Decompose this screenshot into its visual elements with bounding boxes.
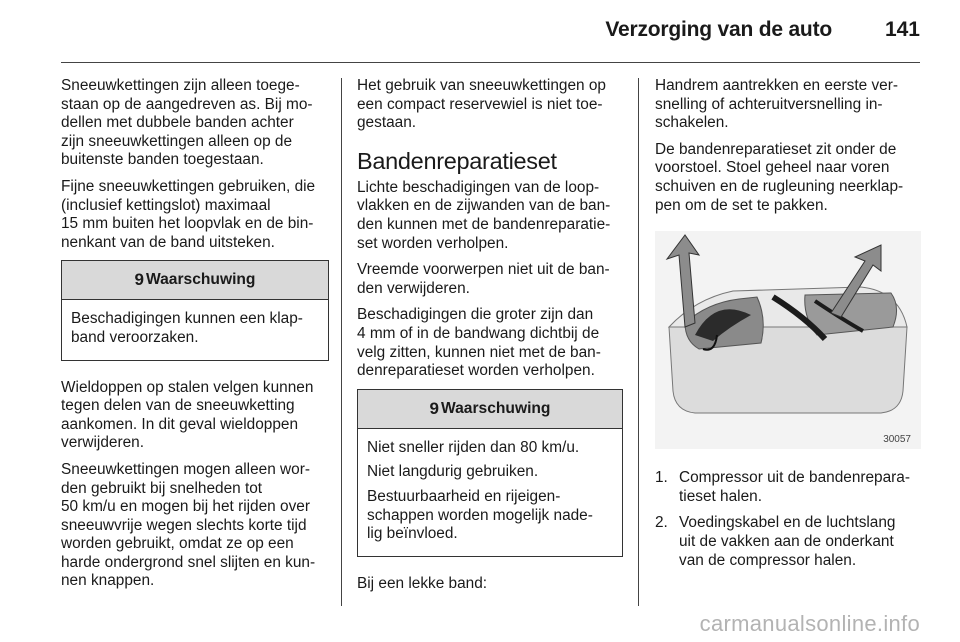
warning-header [62,261,328,300]
paragraph-light-damage: Lichte beschadigingen van de loop- vlakken en de zijwanden van de ban- den kunnen met de bandenreparatie- set worden verholpen. [357,178,611,252]
paragraph-snow-chains-axle: Sneeuwkettingen zijn alleen toege- staan op de aangedreven as. Bij mo- dellen met dubbele banden achter zijn sneeuwkettingen alleen op de buitenste banden toegestaan. [61,77,313,169]
warning-text: Beschadigingen kunnen een klap- band veroorzaken. [71,310,303,346]
column-3 [655,77,921,578]
warning-body [62,300,328,359]
repair-kit-illustration [655,231,921,449]
paragraph-wheel-caps: Wieldoppen op stalen velgen kunnen tegen delen van de sneeuwketting aankomen. In dit geval wieldoppen verwijderen. [61,378,314,452]
header-rule [61,62,920,63]
list-item: 2. Voedingskabel en de luchtslang uit de vakken aan de onderkant van de compressor halen. [655,514,896,569]
warning-text: Bestuurbaarheid en rijeigen- schappen worden mogelijk nade- lig beïnvloed. [367,487,593,543]
column-divider-1 [341,78,342,606]
paragraph-flat-tire: Bij een lekke band: [357,574,488,592]
paragraph-larger-damage: Beschadigingen die groter zijn dan 4 mm of in de bandwang dichtbij de velg zitten, kunnen niet met de ban- denreparatieset worden verholpen. [357,306,601,380]
warning-text: Niet langdurig gebruiken. [367,463,539,481]
page-title: Verzorging van de auto [605,18,832,41]
steps-list [655,469,921,570]
watermark: carmanualsonline.info [699,611,920,636]
warning-title: Waarschuwing [146,271,256,289]
column-1 [61,77,329,599]
warning-title: Waarschuwing [441,399,551,417]
paragraph-foreign-objects: Vreemde voorwerpen niet uit de ban- den verwijderen. [357,261,610,297]
section-heading: Bandenreparatieset [357,147,557,174]
warning-box [61,260,329,360]
column-2 [357,77,623,601]
list-item: 1. Compressor uit de bandenrepara- tieset halen. [655,469,910,505]
warning-body [358,429,622,556]
paragraph-fine-chains: Fijne sneeuwkettingen gebruiken, die (inclusief kettingslot) maximaal 15 mm buiten het loopvlak en de bin- nenkant van de band uitsteken. [61,177,316,251]
paragraph-speed-limit: Sneeuwkettingen mogen alleen wor- den gebruikt bij snelheden tot 50 km/u en mogen bij het rijden over sneeuwvrije wegen slechts korte tijd worden gebruikt, omdat ze op een harde ondergrond snel slijten en kun- nen knappen. [61,460,316,590]
step-number: 2. [655,514,668,532]
warning-box [357,389,623,557]
warning-icon: 9 [429,398,439,418]
warning-text: Niet sneller rijden dan 80 km/u. [367,438,580,456]
paragraph-handbrake: Handrem aantrekken en eerste ver- snelling of achteruitversnelling in- schakelen. [655,77,898,132]
warning-header [358,390,622,429]
paragraph-kit-location: De bandenreparatieset zit onder de voorstoel. Stoel geheel naar voren schuiven en de rugleuning neerklap- pen om de set te pakken. [655,140,904,214]
column-divider-2 [638,78,639,606]
figure-label: 30057 [883,434,911,446]
step-number: 1. [655,469,668,487]
warning-icon: 9 [134,270,144,290]
paragraph-spare-wheel: Het gebruik van sneeuwkettingen op een compact reservewiel is niet toe- gestaan. [357,77,606,132]
page-number: 141 [884,18,920,41]
repair-kit-drawing [655,231,921,449]
